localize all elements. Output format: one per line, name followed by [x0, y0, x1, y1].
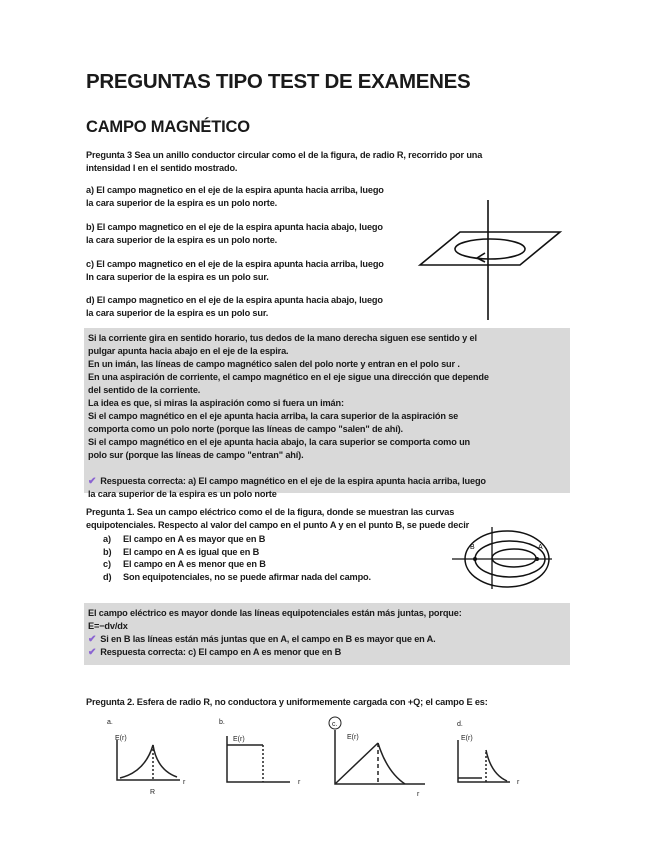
- text-line: comporta como un polo norte (porque las líneas de campo "salen" de ahí).: [88, 424, 403, 434]
- graph-letter: d.: [457, 721, 463, 728]
- text-line: pulgar apunta hacia abajo en el eje de la espira.: [88, 346, 289, 356]
- point-b-label: B: [470, 544, 475, 551]
- option-letter: c): [103, 559, 111, 569]
- graph-xlabel: r: [298, 779, 301, 786]
- graph-ylabel: E(r): [347, 734, 359, 741]
- option-letter: a): [103, 534, 111, 544]
- equipotential-figure: [452, 527, 567, 592]
- q2-prompt: Pregunta 2. Esfera de radio R, no conductora y uniformemente cargada con +Q; el campo E es:: [86, 697, 488, 707]
- text-line: la cara superior de la espira es un polo sur.: [86, 308, 269, 318]
- text-line: En una aspiración de corriente, el campo magnético en el eje sigue una dirección que depende: [88, 372, 489, 382]
- graph-a: [107, 719, 186, 796]
- text-line: Si en B las líneas están más juntas que en A, el campo en B es mayor que en A.: [100, 634, 436, 644]
- text-line: a) El campo magnetico en el eje de la espira apunta hacia arriba, luego: [86, 185, 384, 195]
- point-a-label: A: [538, 544, 543, 551]
- text-line: In cara superior de la espira es un polo sur.: [86, 272, 269, 282]
- text-line: E=−dv/dx: [88, 621, 128, 631]
- q1-option-c: [103, 558, 371, 571]
- text-line: El campo eléctrico es mayor donde las líneas equipotenciales están más juntas, porque:: [88, 608, 462, 618]
- option-text: El campo en A es menor que en B: [123, 559, 266, 569]
- text-line: Pregunta 1. Sea un campo eléctrico como el de la figura, donde se muestran las curvas: [86, 507, 455, 517]
- text-line: la cara superior de la espira es un polo norte.: [86, 235, 278, 245]
- q3-option-d: [86, 294, 383, 320]
- q1-option-d: [103, 571, 371, 584]
- text-line: equipotenciales. Respecto al valor del campo en el punto A y en el punto B, se puede decir: [86, 520, 470, 530]
- text-line: En un imán, las líneas de campo magnético salen del polo norte y entran en el polo sur .: [88, 359, 460, 369]
- q1-options: [103, 533, 371, 583]
- text-line: Si el campo magnético en el eje apunta hacia abajo, la cara superior se comporta como un: [88, 437, 470, 447]
- graph-letter: b.: [219, 719, 225, 726]
- check-icon: ✔: [88, 634, 97, 645]
- option-text: El campo en A es igual que en B: [123, 546, 260, 557]
- answer-text: Respuesta correcta: a) El campo magnético en el eje de la espira apunta hacia arriba, luego: [100, 476, 486, 486]
- graph-b: [219, 719, 301, 786]
- option-letter: b): [103, 546, 112, 557]
- answer-text: Respuesta correcta: c) El campo en A es menor que en B: [100, 647, 342, 657]
- q1-prompt: [86, 506, 469, 532]
- text-line: b) El campo magnetico en el eje de la espira apunta hacia abajo, luego: [86, 222, 383, 232]
- option-letter: d): [103, 571, 112, 582]
- graph-ylabel: E(r): [115, 735, 127, 742]
- q3-option-c: [86, 258, 384, 284]
- graph-xlabel: r: [183, 779, 186, 786]
- text-line: La idea es que, si miras la aspiración como si fuera un imán:: [88, 398, 344, 408]
- graph-ylabel: E(r): [461, 735, 473, 742]
- text-line: Si el campo magnético en el eje apunta hacia arriba, la cara superior de la aspiración se: [88, 411, 459, 421]
- text-line: c) El campo magnetico en el eje de la espira apunta hacia arriba, luego: [86, 259, 384, 269]
- option-text: El campo en A es mayor que en B: [123, 534, 266, 544]
- option-text: Son equipotenciales, no se puede afirmar nada del campo.: [123, 571, 371, 582]
- page-title: PREGUNTAS TIPO TEST DE EXAMENES: [86, 70, 471, 93]
- text-line: la cara superior de la espira es un polo norte: [88, 489, 277, 499]
- text-line: la cara superior de la espira es un polo norte.: [86, 198, 278, 208]
- q3-option-b: [86, 221, 383, 247]
- loop-figure: [415, 200, 565, 325]
- graph-c: [329, 717, 425, 798]
- graph-d: [457, 721, 520, 786]
- text-line: del sentido de la corriente.: [88, 385, 201, 395]
- graph-xlabel: r: [417, 791, 420, 798]
- text-line: d) El campo magnetico en el eje de la espira apunta hacia abajo, luego: [86, 295, 383, 305]
- text-line: polo sur (porque las líneas de campo "entran" ahí).: [88, 450, 304, 460]
- check-icon: ✔: [88, 476, 97, 487]
- q2-graphs: [95, 712, 545, 807]
- q3-option-a: [86, 184, 384, 210]
- graph-mark: R: [150, 789, 156, 796]
- text-line: intensidad I en el sentido mostrado.: [86, 163, 238, 173]
- q3-prompt: [86, 149, 482, 175]
- q1-option-b: [103, 546, 371, 559]
- check-icon: ✔: [88, 647, 97, 658]
- graph-xlabel: r: [517, 779, 520, 786]
- section-heading: CAMPO MAGNÉTICO: [86, 118, 250, 136]
- q1-option-a: [103, 533, 371, 546]
- graph-letter: c.: [332, 721, 338, 728]
- q1-explanation-box: [84, 603, 570, 665]
- graph-letter: a.: [107, 719, 113, 726]
- text-line: Si la corriente gira en sentido horario, tus dedos de la mano derecha siguen ese sentido y el: [88, 333, 477, 343]
- q3-explanation-box: [84, 328, 570, 499]
- text-line: Pregunta 3 Sea un anillo conductor circular como el de la figura, de radio R, recorrido por una: [86, 150, 483, 160]
- graph-ylabel: E(r): [233, 736, 245, 743]
